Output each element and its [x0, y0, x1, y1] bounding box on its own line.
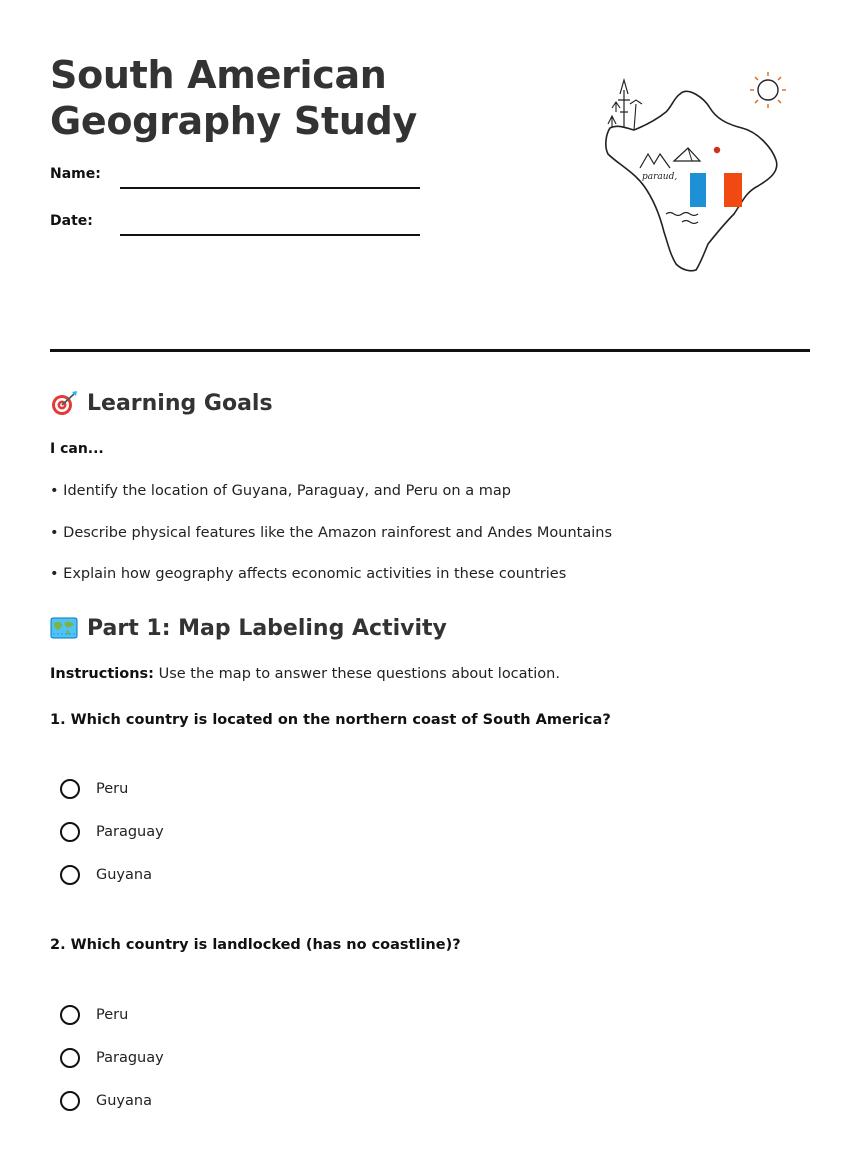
option-label: Peru — [96, 781, 129, 797]
radio-button[interactable] — [60, 1005, 80, 1025]
part1-title: Part 1: Map Labeling Activity — [87, 615, 447, 641]
section-divider — [50, 349, 810, 352]
flag-red-stripe — [724, 173, 742, 207]
question-2: 2. Which country is landlocked (has no coastline)? — [50, 937, 461, 953]
option-label: Guyana — [96, 867, 152, 883]
option-label: Guyana — [96, 1093, 152, 1109]
instructions — [50, 666, 560, 682]
radio-button[interactable] — [60, 779, 80, 799]
learning-goals-heading — [50, 390, 273, 416]
date-label: Date: — [50, 213, 93, 229]
option-label: Paraguay — [96, 1050, 164, 1066]
instructions-text: Use the map to answer these questions about location. — [153, 666, 560, 682]
flag-white-stripe — [706, 173, 724, 207]
learning-goals-title: Learning Goals — [87, 390, 273, 416]
q1-option-peru[interactable] — [60, 777, 128, 801]
target-dart-icon — [50, 390, 78, 416]
page-title — [50, 52, 417, 144]
question-1: 1. Which country is located on the northern coast of South America? — [50, 712, 611, 728]
learning-goal-item: • Explain how geography affects economic activities in these countries — [50, 566, 567, 582]
name-label: Name: — [50, 166, 101, 182]
radio-button[interactable] — [60, 1048, 80, 1068]
q2-option-guyana[interactable] — [60, 1089, 152, 1113]
instructions-label: Instructions: — [50, 666, 154, 682]
learning-goal-item: • Describe physical features like the Amazon rainforest and Andes Mountains — [50, 525, 612, 541]
south-america-map-illustration — [596, 68, 796, 278]
part1-heading — [50, 615, 447, 641]
title-line-1: South American — [50, 53, 387, 97]
world-map-icon — [50, 615, 78, 641]
q2-option-paraguay[interactable] — [60, 1046, 164, 1070]
radio-button[interactable] — [60, 822, 80, 842]
date-field[interactable] — [120, 234, 420, 236]
learning-goal-item: • Identify the location of Guyana, Paraguay, and Peru on a map — [50, 483, 511, 499]
q1-option-paraguay[interactable] — [60, 820, 164, 844]
radio-button[interactable] — [60, 1091, 80, 1111]
name-field[interactable] — [120, 187, 420, 189]
flag-blue-stripe — [690, 173, 706, 207]
hero-map-text: paraud, — [642, 172, 678, 182]
title-line-2: Geography Study — [50, 99, 417, 143]
q1-option-guyana[interactable] — [60, 863, 152, 887]
q2-option-peru[interactable] — [60, 1003, 128, 1027]
radio-button[interactable] — [60, 865, 80, 885]
sun-icon — [750, 72, 786, 108]
option-label: Paraguay — [96, 824, 164, 840]
option-label: Peru — [96, 1007, 129, 1023]
learning-goals-intro: I can... — [50, 441, 104, 457]
